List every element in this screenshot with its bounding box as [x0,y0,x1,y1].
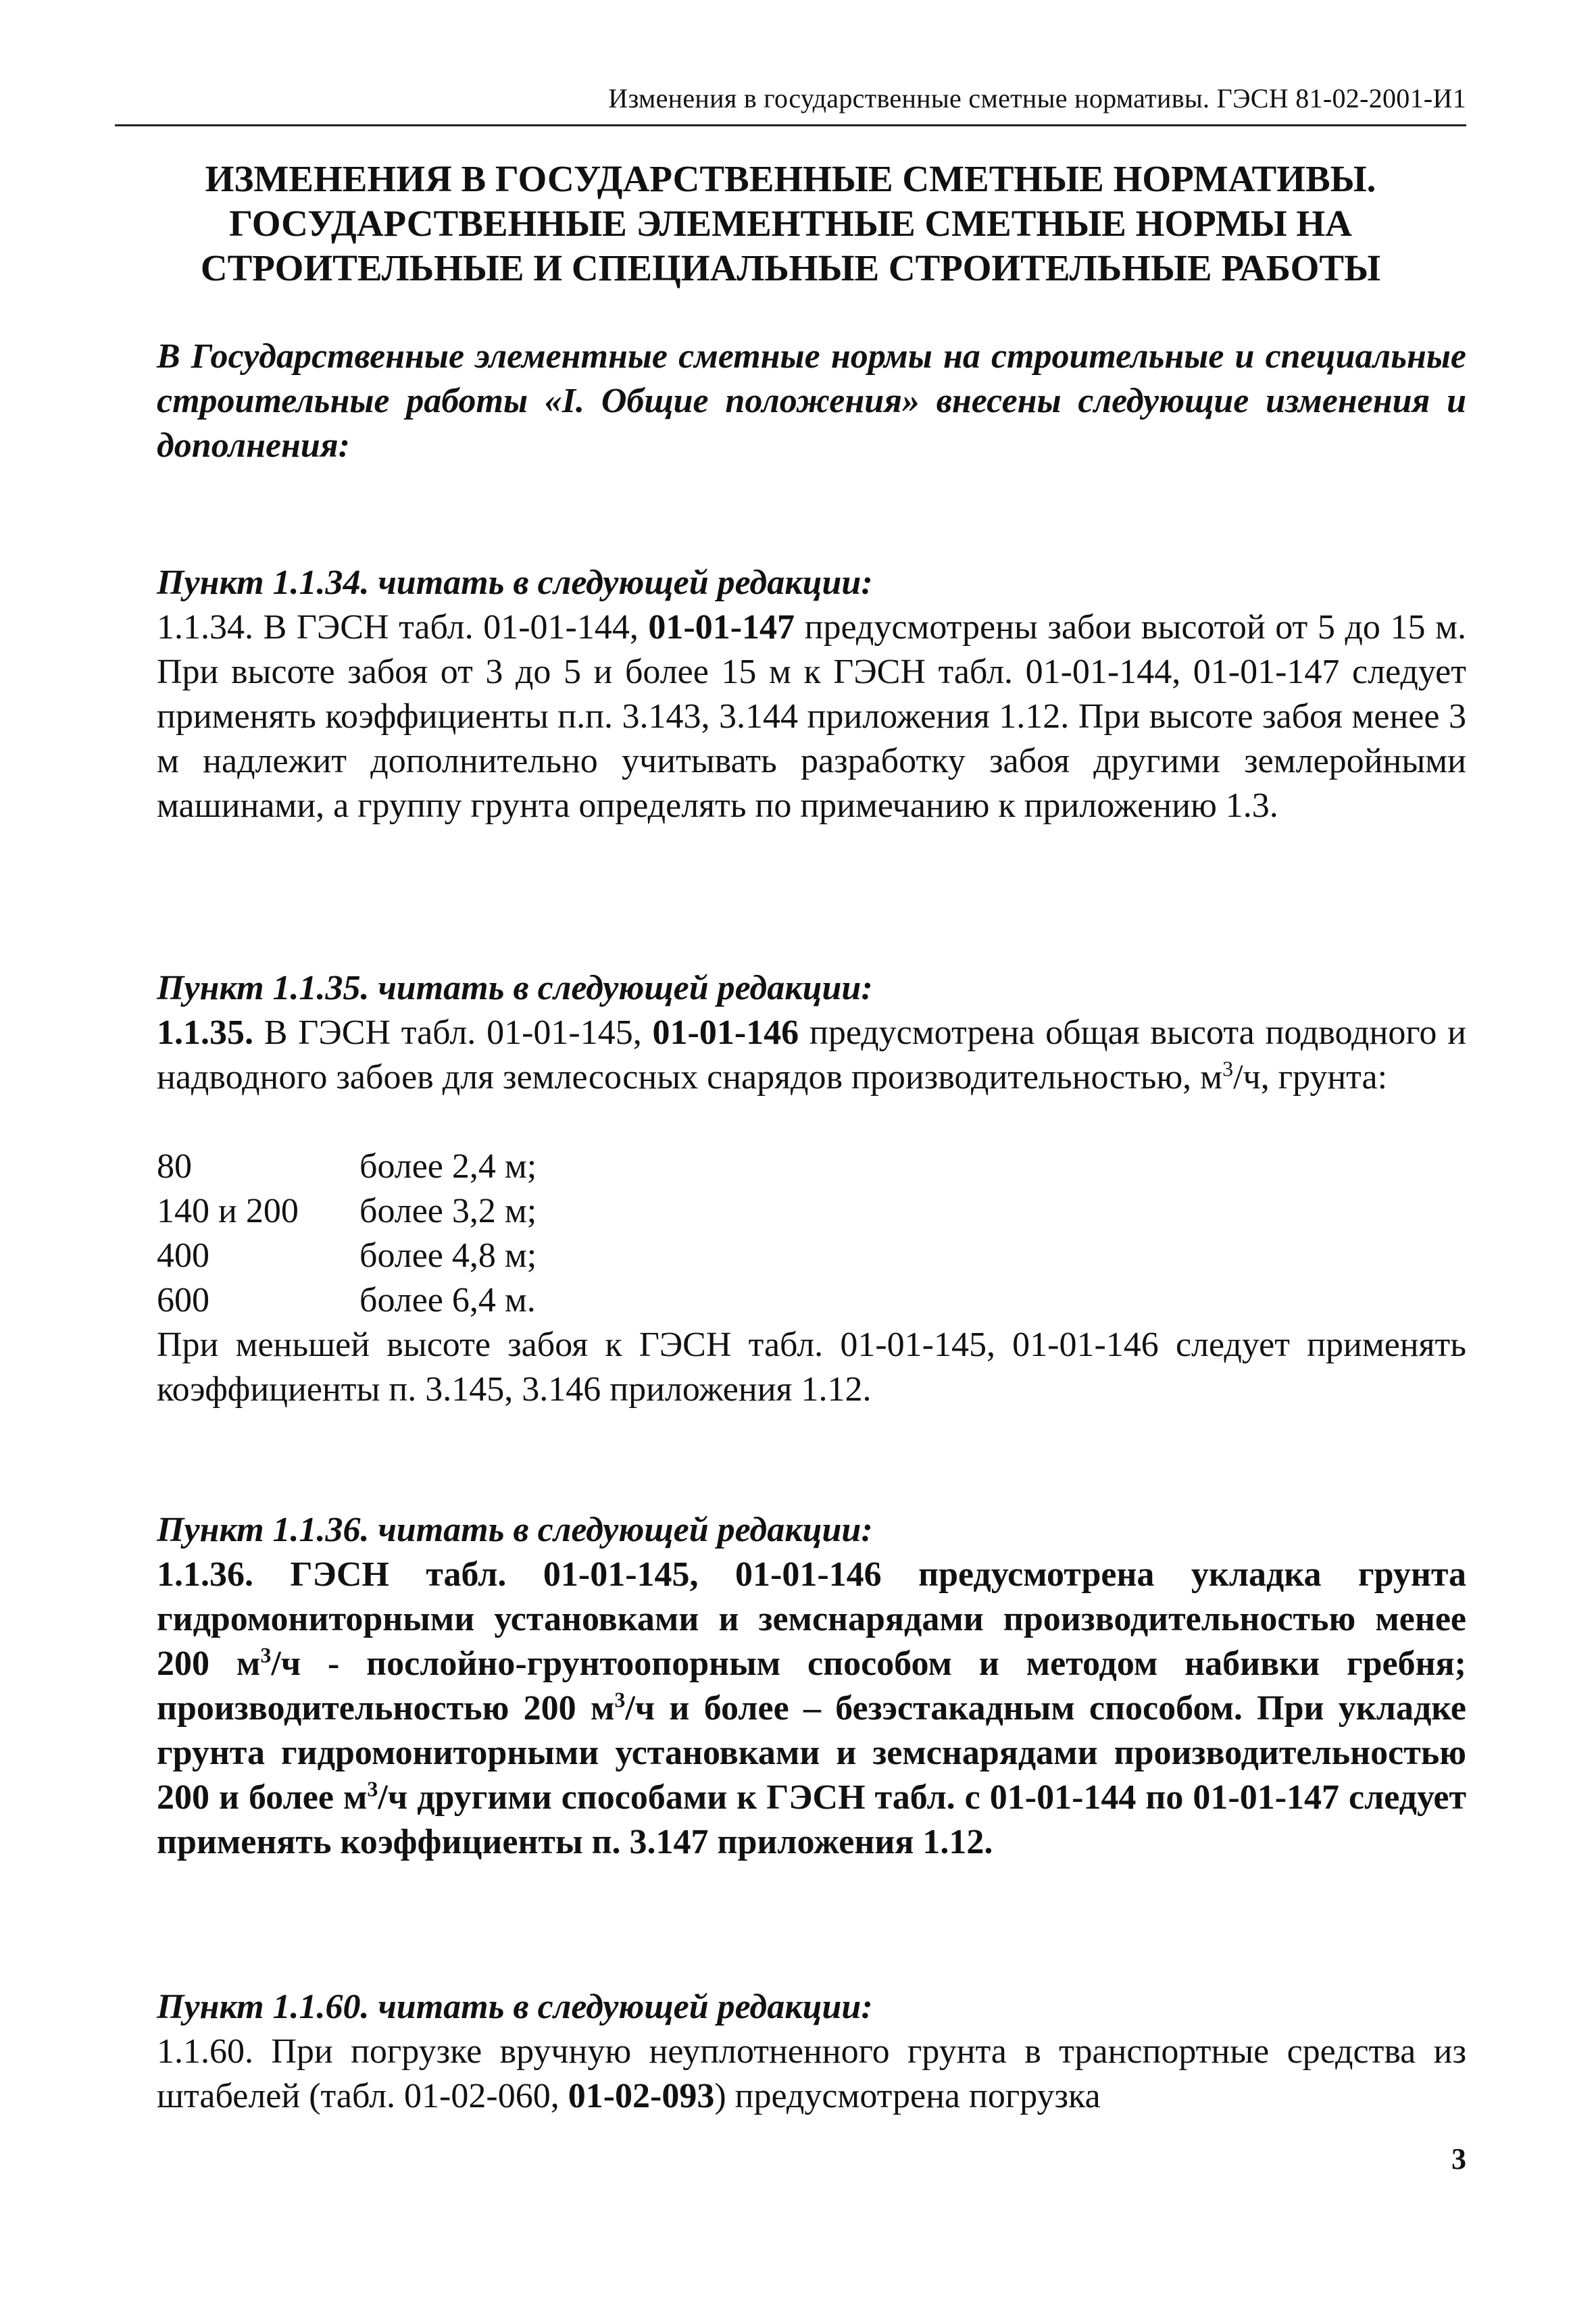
section-1-1-34-text [157,605,1466,828]
intro-paragraph: В Государственные элементные сметные нормы на строительные и специальные строительные работы «I. Общие положения» внесены следующие изменения и дополнения: [157,337,1466,465]
table-ref: 01-02-093 [568,2077,715,2115]
text-run: 1.1.34. В ГЭСН табл. 01-01-144, [157,608,649,647]
superscript: 3 [614,1687,626,1712]
capacity-value: 140 и 200 [157,1192,299,1230]
list-item [157,1145,537,1189]
height-value: более 3,2 м; [359,1192,537,1230]
height-value: более 2,4 м; [359,1147,537,1186]
section-1-1-35-tail: При меньшей высоте забоя к ГЭСН табл. 01-01-145, 01-01-146 следует применять коэффициенты п. 3.145, 3.146 приложения 1.12. [157,1326,1466,1409]
title-line-3: СТРОИТЕЛЬНЫЕ И СПЕЦИАЛЬНЫЕ СТРОИТЕЛЬНЫЕ РАБОТЫ [200,247,1381,288]
height-value: более 6,4 м. [359,1281,536,1319]
text-run: предусмотрены забои высотой от 5 до 15 м. При высоте забоя от 3 до 5 и более 15 м к ГЭСН табл. 01-01-144, 01-01-147 следует применять коэффициенты п.п. 3.143, 3.144 приложения 1.12. При высоте забоя менее 3 м надлежит дополнительно учитывать разработку забоя другими землеройными машинами, а группу грунта определять по примечанию к приложению 1.3. [157,608,1466,825]
text-run: 1.1.36. ГЭСН табл. 01-01-145, 01-01-146 предусмотрена укладка грунта гидромониторными установками и земснарядами производительностью менее 200 м [157,1555,1466,1683]
table-ref: 01-01-146 [652,1013,799,1052]
running-header: Изменения в государственные сметные нормативы. ГЭСН 81-02-2001-И1 [608,83,1466,114]
text-run: /ч и более – безэстакадным способом. При укладке грунта гидромониторными установками и земснарядами производительностью 200 и более м [157,1689,1466,1817]
height-value: более 4,8 м; [359,1236,537,1275]
superscript: 3 [1222,1056,1234,1081]
section-1-1-35-heading: Пункт 1.1.35. читать в следующей редакции: [157,969,873,1007]
title-line-2: ГОСУДАРСТВЕННЫЕ ЭЛЕМЕНТНЫЕ СМЕТНЫЕ НОРМЫ НА [229,203,1352,244]
capacity-value: 400 [157,1236,209,1275]
list-item [157,1234,537,1278]
text-run: В ГЭСН табл. 01-01-145, [253,1013,653,1052]
text-run: /ч, грунта: [1233,1058,1388,1097]
page-number: 3 [1451,2142,1466,2175]
text-run: /ч - послойно-грунтоопорным способом и методом набивки гребня; производительностью 200 м [157,1644,1466,1728]
table-ref: 01-01-147 [648,608,795,647]
section-1-1-34-heading: Пункт 1.1.34. читать в следующей редакции: [157,563,873,602]
section-1-1-60-heading: Пункт 1.1.60. читать в следующей редакции: [157,1988,873,2026]
superscript: 3 [260,1642,272,1667]
title-line-1: ИЗМЕНЕНИЯ В ГОСУДАРСТВЕННЫЕ СМЕТНЫЕ НОРМАТИВЫ. [205,158,1376,199]
capacity-height-list [157,1145,537,1323]
section-number: 1.1.35. [157,1013,253,1052]
superscript: 3 [367,1776,378,1801]
text-run: /ч другими способами к ГЭСН табл. с 01-01-144 по 01-01-147 следует применять коэффициенты п. 3.147 приложения 1.12. [157,1778,1467,1861]
list-item [157,1278,537,1323]
text-run: предусмотрена общая высота подводного и надводного забоев для землесосных снарядов производительностью, м [157,1013,1467,1097]
section-1-1-36-text [157,1553,1466,1865]
section-1-1-60-text [157,2030,1466,2119]
list-item [157,1189,537,1234]
section-1-1-35-text [157,1011,1466,1100]
capacity-value: 80 [157,1147,192,1186]
section-1-1-36-heading: Пункт 1.1.36. читать в следующей редакции: [157,1511,873,1549]
header-rule [115,124,1466,126]
text-run: 1.1.60. При погрузке вручную неуплотненного грунта в транспортные средства из штабелей (табл. 01-02-060, [157,2032,1466,2115]
capacity-value: 600 [157,1281,209,1319]
document-title [115,157,1466,291]
text-run: ) предусмотрена погрузка [714,2077,1101,2115]
